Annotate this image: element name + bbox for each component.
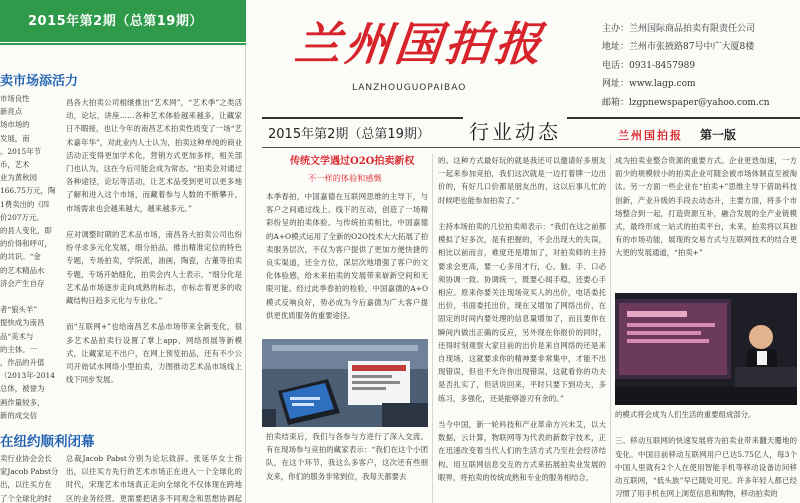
section-title: 行业动态 bbox=[463, 116, 567, 145]
left-column-2: 昌各大拍卖公司相继推出“艺术网”，“艺术季”之类活动，论坛，讲座……各种艺术体验越来越多，让藏家日不暇接，也让今年的南昌艺术拍卖性质变了一场“艺术嘉年华”，对此业内人士认为，拍卖这种单纯的商业活动正变得更加学术化，营销方式更加多样，相关部门也认为，这在今后可能会成为常态。“拍卖会对通过各种途径，论坛等活动，让艺术品受到更可以更多地了解和进入这个市场，而藏着参与人数的不断攀升，市场需求也会越来越大，越来越多元。” 应对调整时期的艺术品市场，南昌各大拍卖公司也纷纷寻求多元化发展，细分拍品，推出精准定位的特色专题，专场拍卖，学院派，油画，陶瓷，古董等拍卖专题，专场开始细化，拍卖会内人士表示，“细分化是艺术品市场逐步走向成熟的标志，亦标志着更多的收藏结构日趋多元化与专业化。” 而“互联网+”也给南昌艺术品市场带来全新变化，很多艺术品拍卖行设置了掌上app、网络预展等新模式，让藏家足不出户，在网上预览拍品，还有不少公司开始试水网络小型拍卖，力图推动艺术品市场线上线下同步发展。 bbox=[66, 98, 242, 385]
masthead-info bbox=[602, 20, 800, 112]
left-headline-1: 卖市场添活力 bbox=[0, 74, 79, 89]
left-headline-2: 在纽约顺利闭幕 bbox=[0, 434, 95, 450]
masthead-logo: 兰州国拍报 bbox=[292, 17, 548, 71]
info-sponsor: 主办：兰州国际商品拍卖有限责任公司 bbox=[602, 24, 756, 34]
masthead-pinyin: LANZHOUGUOPAIBAO bbox=[352, 83, 467, 93]
auction-photo bbox=[262, 339, 428, 427]
left-page-rule bbox=[0, 42, 246, 45]
info-email: 邮箱：lzgpnewspaper@yahoo.com.cn bbox=[602, 97, 770, 108]
article-a-subhead: 不一样的体验和感慨 bbox=[308, 173, 382, 183]
left-page-issue: 2015年第2期（总第19期） bbox=[28, 14, 203, 29]
article-a-headline: 传统文学遇过O2O拍卖新权 bbox=[290, 156, 415, 167]
speaker-photo bbox=[615, 293, 797, 405]
info-address: 地址：兰州市张掖路87号中广大厦8楼 bbox=[602, 42, 755, 53]
article-b bbox=[438, 154, 606, 503]
article-c-body-continued: 的模式将会成为人们生活的重要组成部分。 三、移动互联网的快速发展将为拍卖业带来翻天覆地的变化。中国目前移动互联网用户已达5.75亿人，每3个中国人里就有2个人在使用智能手机等移动设备访问移动互联网，“低头族”早已随处可见。许多年轻人都已经习惯了用手机在网上浏览信息和购物，移动拍卖的 bbox=[615, 410, 797, 499]
article-a-body: 本季春拍，中国嘉德在互联网思维的主导下，与客户之间通过线上、线下的互动，创造了一场精彩纷呈的拍卖体验。与传统拍卖相比，中国嘉德的A+O模式运用了全新的O2O技术大大拓展了拍卖服务层次，不仅为客户提供了更加方便快捷的良实渠道，还全方位，深层次地增强了客户的文化体验感，给未来拍卖的发展带来崭新空间和无限可能。经过此季春拍的检验，中国嘉德的A+O模式反响良好，势必成为今后嘉德为广大客户提供更优质服务的重要途径。 bbox=[266, 192, 428, 320]
article-b-body: 的。这种方式最好玩的就是我还可以邀请好多朋友一起来参加竞拍，我们这次就是一边打着牌一边出价的，有好几口价都是朋友出的，这以后事儿忙的时候吧也能参加拍卖了。” 主持本场拍卖的几位拍卖师表示：“我们在这之前都模拟了好多次，是有把握的，不会出现大的失误，相比以前而言，难度还是增加了，对拍卖师的主持要求会更高，要一心多用才行，心、脑、手、口必须协调一致。协调统一，既要心闻手稳，还要心手相应。原来你要关注现场竞买人的出价，电话委托出价，书面委托出价，现在又增加了网络出价，在固定的时间内要处理的信息量增加了，而且要你在瞬间内做出正确的反应，另外现在你报价的同时，还得时刻观察大家目前的出价是来自网络的还是来自现场，这就要求你的精神要非常集中，才能不出现错误，但也不允许你出现错误，这就看你的功夫是否扎实了，但话说回来，平时只要下到功夫，多练习，多强化，还是能够游刃有余的。” 当今中国，新一轮科技和产业革命方兴未艾，以大数据，云计算，物联网等为代表的新数字技术，正在迅速改变着当代人们的生活方式乃至社会经济结构。用互联网信息交互的方式来拓展拍卖业发展的眼界，将拍卖的传统成熟和专业的服务相结合， bbox=[438, 156, 606, 482]
article-a-body-continued: 拍卖结束后，我们与各参与方进行了深入交流。有在现场参与竞拍的藏家表示：“我们在这个小团队，在这个环节，我这么多客户，这次还有些朋友来，你们的服务非常到位，我每天都要去 bbox=[266, 432, 428, 481]
left-bottom-column-1: 卖行业协会会长 家Jacob Pabst分 出，以往买方在 了个全球化的时 bbox=[0, 454, 59, 502]
article-c bbox=[615, 154, 797, 290]
speaker-photo-image bbox=[615, 293, 797, 405]
section-mini-logo: 兰州国拍报 bbox=[618, 129, 683, 142]
left-column-1: 市场良性 新亮点 场市场的 发展，南 。2015年节 币，艺术 业为黄秋园 166.75万元，陶 1费卖出的《四 价207万元。 的县人变化，即 的价得和呼可， 的共识。“金 的艺术精品水 济会产生自存 者“狼头羊” 提快成为南昌 品“美术与 的主体。一 ，作品的升值 （2013年-2014 总体，被誉为 画作量较多， 新的成交信 bbox=[0, 94, 56, 420]
column-divider bbox=[432, 154, 433, 503]
issue-number: 2015年第2期（总第19期） bbox=[268, 127, 430, 142]
left-bottom-column-2: 总裁Jacob Pabst分别为论坛致辞。张延华女士指出，以往买方先行的艺术市场正在进入一个全球化的时代，宋现艺术市场真正走向全球化不仅体现在跨地区的业务经营，更需要把诸多不同观念和思想协调起 bbox=[66, 454, 242, 502]
left-page bbox=[0, 0, 246, 503]
info-phone: 电话：0931-8457989 bbox=[602, 60, 696, 71]
column-divider bbox=[610, 154, 611, 503]
edition-label: 第一版 bbox=[700, 128, 737, 142]
section-rule-bottom bbox=[262, 147, 800, 148]
auction-photo-image bbox=[262, 339, 428, 427]
article-a bbox=[266, 154, 428, 334]
left-page-band bbox=[0, 0, 246, 42]
article-c-body: 成为拍卖业整合资源的重要方式。企业更迭加速，一方面少的规模较小的拍卖企业可随会被市场体制直至被淘汰。另一方面一些企业在“拍卖+”思维主导下借助科技创新，产业升级的手段去动态升，主要方面，将多个市场整合到一起，打造资源互补，融合发展的全产业链模式，最终形成一站式的拍卖平台，未来，拍卖将以其独有的市场功能，展现的交易方式与互联网技术的结合更大更的发展通道，“拍卖+” bbox=[615, 156, 797, 258]
info-website: 网址：www.lagp.com bbox=[602, 79, 696, 90]
